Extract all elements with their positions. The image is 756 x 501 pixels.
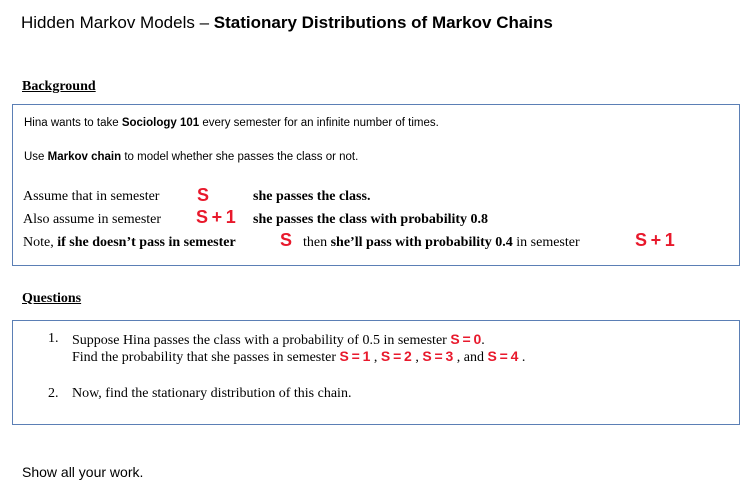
line1-text-a: Hina wants to take [24,117,122,129]
title-bold: Stationary Distributions of Markov Chains [213,13,553,32]
q2-text: Now, find the stationary distribution of this chain. [72,386,352,401]
semester-s-label: S [197,185,210,205]
line3-text-c: she passes the class. [253,189,371,204]
page-title [21,13,553,33]
q1-semester-s1: S = 1 [339,348,371,364]
q1-number: 1. [48,331,59,346]
background-box [12,104,740,266]
background-line-1 [24,117,439,129]
line3-text-a: Assume that in semester [23,189,160,204]
q1-period: . [481,333,485,348]
semester-s-plus-1-label: S + 1 [196,207,236,227]
q1-semester-s0: S = 0 [450,331,482,347]
q1-text-b: Find the probability that she passes in semester [72,350,337,365]
q1-period-2: . [521,350,526,365]
line5-text-a: Note, [23,235,58,250]
title-prefix: Hidden Markov Models – [21,13,214,32]
questions-heading: Questions [22,291,82,306]
line1-text-c: every semester for an infinite number of times. [199,117,439,129]
line2-text-a: Use [24,151,48,163]
line4-text-c: she passes the class with probability 0.8 [253,212,489,227]
background-line-5-tail [303,235,580,251]
q1-line-1 [72,331,485,349]
line2-text-c: to model whether she passes the class or not. [121,151,359,163]
questions-box [12,320,740,425]
background-line-4 [23,212,161,228]
line5-text-b: if she doesn’t pass in semester [57,235,236,250]
q2-number: 2. [48,386,59,401]
q1-semester-s4: S = 4 [487,348,519,364]
semester-s-label-2: S [280,230,293,250]
q1-text-a: Suppose Hina passes the class with a probability of 0.5 in semester [72,333,447,348]
background-line-3 [23,189,159,205]
background-line-2 [24,151,358,163]
q1-line-2: Find the probability that she passes in semester S = 1 , S = 2 , S = 3 , and S = 4 . [72,348,526,365]
semester-s-plus-1-label-2: S + 1 [635,230,675,250]
background-heading: Background [22,79,96,94]
line5-text-d: she’ll pass with probability 0.4 [330,235,513,250]
footer-note: Show all your work. [22,464,144,480]
q1-and: , and [456,350,484,365]
q1-semester-s3: S = 3 [422,348,454,364]
q1-semester-s2: S = 2 [380,348,412,364]
line4-text-a: Also assume in semester [23,212,162,227]
course-name: Sociology 101 [121,117,200,129]
background-line-5 [23,235,236,251]
markov-chain-term: Markov chain [47,151,122,163]
line5-text-e: in semester [512,235,580,250]
line5-text-c: then [303,235,331,250]
